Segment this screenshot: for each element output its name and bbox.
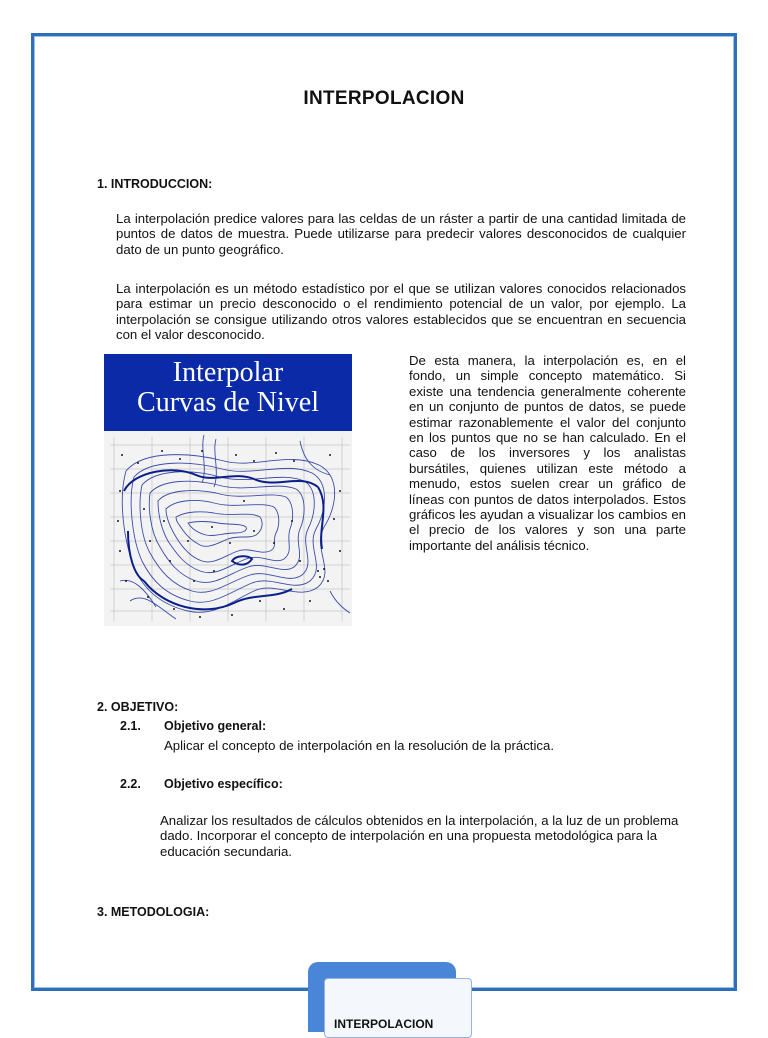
footer-tab-text: INTERPOLACION <box>334 1017 434 1031</box>
figure-banner <box>104 354 352 431</box>
section-3-heading: 3. METODOLOGIA: <box>97 905 210 919</box>
intro-paragraph-1: La interpolación predice valores para las celdas de un ráster a partir de una cantidad limitada de puntos de datos de muestra. Puede utilizarse para predecir valores desconocidos de cualquier dato de un punto geográfico. <box>116 211 686 257</box>
subsection-2-2-number: 2.2. <box>120 777 141 791</box>
contour-figure <box>104 354 352 626</box>
figure-banner-line-1: Interpolar <box>172 357 284 388</box>
intro-paragraph-2: La interpolación es un método estadístico por el que se utilizan valores conocidos relacionados para estimar un precio desconocido o el rendimiento potencial de un valor, por ejemplo. La interpolación se consigue utilizando otros valores establecidos que se encuentran en secuencia con el valor desconocido. <box>116 281 686 343</box>
subsection-2-1-number: 2.1. <box>120 719 141 733</box>
section-1-heading: 1. INTRODUCCION: <box>97 177 213 191</box>
objective-specific-text: Analizar los resultados de cálculos obtenidos en la interpolación, a la luz de un problema dado. Incorporar el concepto de interpolación en una propuesta metodológica para la educación secundaria. <box>160 813 679 859</box>
section-2-heading: 2. OBJETIVO: <box>97 700 179 714</box>
contour-map <box>104 431 352 626</box>
objective-general-text: Aplicar el concepto de interpolación en la resolución de la práctica. <box>164 738 554 753</box>
document-title: INTERPOLACION <box>303 88 465 109</box>
figure-banner-line-2: Curvas de Nivel <box>137 387 319 418</box>
intro-paragraph-3: De esta manera, la interpolación es, en el fondo, un simple concepto matemático. Si existe una tendencia generalmente coherente en un conjunto de puntos de datos, se puede estimar razonablemente el valor del conjunto en los puntos que no se han calculado. En el caso de los inversores y los analistas bursátiles, quienes utilizan este método a menudo, estos suelen crear un gráfico de líneas con puntos de datos interpolados. Estos gráficos les ayudan a visualizar los cambios en el precio de los valores y son una parte importante del análisis técnico. <box>409 353 686 553</box>
subsection-2-2-title: Objetivo específico: <box>164 777 283 791</box>
subsection-2-1-title: Objetivo general: <box>164 719 267 733</box>
